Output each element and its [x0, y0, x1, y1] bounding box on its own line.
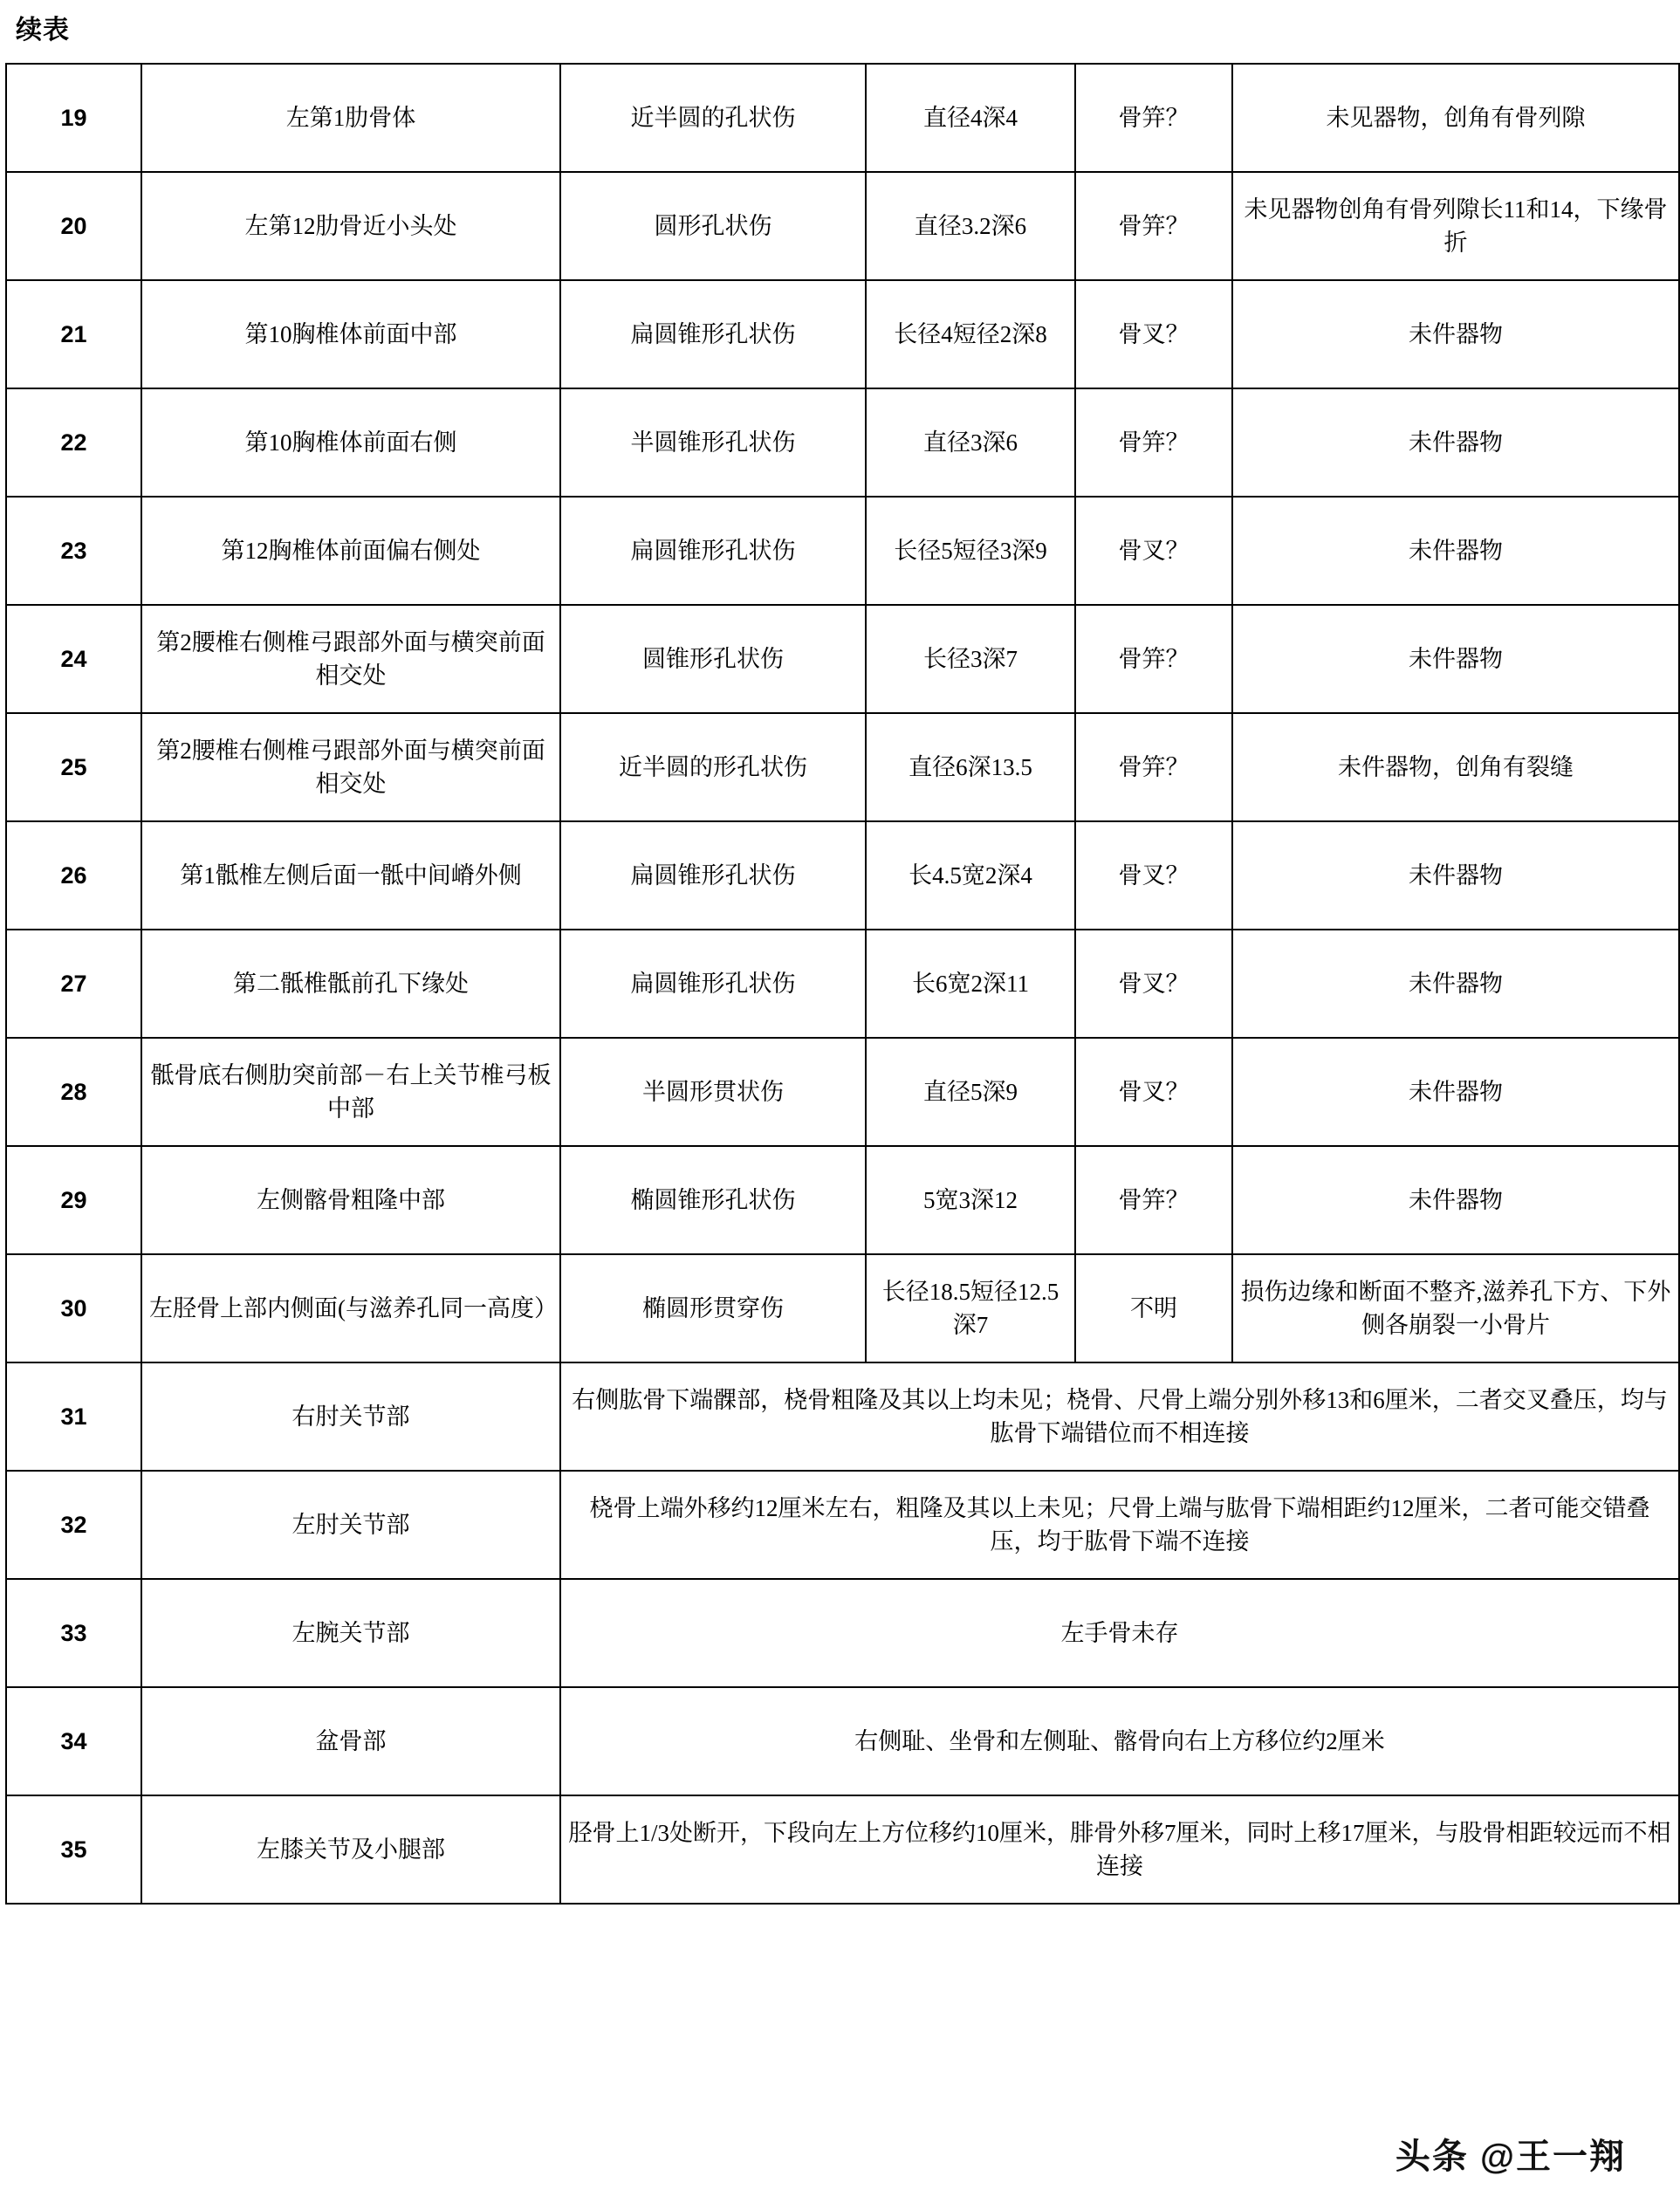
table-row [6, 930, 1679, 1038]
remarks-cell: 损伤边缘和断面不整齐,滋养孔下方、下外侧各崩裂一小骨片 [1232, 1254, 1679, 1362]
causing-instrument-cell: 骨笄？ [1075, 1146, 1232, 1254]
row-number-cell: 22 [6, 388, 141, 497]
remarks-cell: 未见器物，创角有骨列隙 [1232, 64, 1679, 172]
injury-site-cell: 左胫骨上部内侧面(与滋养孔同一高度） [141, 1254, 560, 1362]
wound-size-cell: 长径3深7 [866, 605, 1075, 713]
injury-description-cell: 右侧肱骨下端髁部，桡骨粗隆及其以上均未见；桡骨、尺骨上端分别外移13和6厘米，二者交叉叠压，均与肱骨下端错位而不相连接 [560, 1362, 1679, 1471]
wound-shape-cell: 圆形孔状伤 [560, 172, 866, 280]
remarks-cell: 未件器物 [1232, 388, 1679, 497]
remarks-cell: 未件器物 [1232, 1146, 1679, 1254]
injury-site-cell: 右肘关节部 [141, 1362, 560, 1471]
row-number-cell: 27 [6, 930, 141, 1038]
injury-site-cell: 左腕关节部 [141, 1579, 560, 1687]
causing-instrument-cell: 不明 [1075, 1254, 1232, 1362]
table-row [6, 280, 1679, 388]
injury-site-cell: 左肘关节部 [141, 1471, 560, 1579]
causing-instrument-cell: 骨笄？ [1075, 713, 1232, 821]
injury-description-cell: 胫骨上1/3处断开，下段向左上方位移约10厘米，腓骨外移7厘米，同时上移17厘米，与股骨相距较远而不相连接 [560, 1795, 1679, 1904]
remarks-cell: 未件器物 [1232, 280, 1679, 388]
row-number-cell: 33 [6, 1579, 141, 1687]
injury-description-cell: 桡骨上端外移约12厘米左右，粗隆及其以上未见；尺骨上端与肱骨下端相距约12厘米，二者可能交错叠压，均于肱骨下端不连接 [560, 1471, 1679, 1579]
injury-site-cell: 左膝关节及小腿部 [141, 1795, 560, 1904]
table-row [6, 821, 1679, 930]
row-number-cell: 34 [6, 1687, 141, 1795]
table-row [6, 388, 1679, 497]
wound-shape-cell: 椭圆形贯穿伤 [560, 1254, 866, 1362]
injury-site-cell: 左侧髂骨粗隆中部 [141, 1146, 560, 1254]
table-row [6, 1579, 1679, 1687]
table-body [6, 64, 1679, 1904]
injury-description-cell: 左手骨未存 [560, 1579, 1679, 1687]
row-number-cell: 24 [6, 605, 141, 713]
causing-instrument-cell: 骨叉？ [1075, 930, 1232, 1038]
wound-shape-cell: 扁圆锥形孔状伤 [560, 930, 866, 1038]
wound-size-cell: 直径5深9 [866, 1038, 1075, 1146]
causing-instrument-cell: 骨笄？ [1075, 64, 1232, 172]
injury-site-cell: 第1骶椎左侧后面一骶中间嵴外侧 [141, 821, 560, 930]
table-row [6, 172, 1679, 280]
injury-site-cell: 第10胸椎体前面中部 [141, 280, 560, 388]
wound-size-cell: 长径4短径2深8 [866, 280, 1075, 388]
row-number-cell: 23 [6, 497, 141, 605]
row-number-cell: 35 [6, 1795, 141, 1904]
wound-size-cell: 长径18.5短径12.5深7 [866, 1254, 1075, 1362]
table-row [6, 713, 1679, 821]
row-number-cell: 28 [6, 1038, 141, 1146]
table-row [6, 1254, 1679, 1362]
table-row [6, 64, 1679, 172]
causing-instrument-cell: 骨笄？ [1075, 605, 1232, 713]
wound-size-cell: 长4.5宽2深4 [866, 821, 1075, 930]
causing-instrument-cell: 骨笄？ [1075, 172, 1232, 280]
wound-size-cell: 直径3深6 [866, 388, 1075, 497]
wound-shape-cell: 扁圆锥形孔状伤 [560, 821, 866, 930]
wound-shape-cell: 圆锥形孔状伤 [560, 605, 866, 713]
row-number-cell: 19 [6, 64, 141, 172]
row-number-cell: 30 [6, 1254, 141, 1362]
table-row [6, 1038, 1679, 1146]
wound-size-cell: 长6宽2深11 [866, 930, 1075, 1038]
wound-size-cell: 长径5短径3深9 [866, 497, 1075, 605]
table-row [6, 1795, 1679, 1904]
injury-site-cell: 第二骶椎骶前孔下缘处 [141, 930, 560, 1038]
injury-site-cell: 第12胸椎体前面偏右侧处 [141, 497, 560, 605]
causing-instrument-cell: 骨叉？ [1075, 497, 1232, 605]
causing-instrument-cell: 骨叉？ [1075, 821, 1232, 930]
injury-site-cell: 骶骨底右侧肋突前部－右上关节椎弓板中部 [141, 1038, 560, 1146]
row-number-cell: 20 [6, 172, 141, 280]
wound-size-cell: 直径3.2深6 [866, 172, 1075, 280]
row-number-cell: 25 [6, 713, 141, 821]
table-row [6, 497, 1679, 605]
causing-instrument-cell: 骨笄？ [1075, 388, 1232, 497]
table-row [6, 1687, 1679, 1795]
injury-record-table [5, 63, 1680, 1905]
table-row [6, 1362, 1679, 1471]
wound-size-cell: 直径6深13.5 [866, 713, 1075, 821]
injury-site-cell: 第10胸椎体前面右侧 [141, 388, 560, 497]
row-number-cell: 21 [6, 280, 141, 388]
remarks-cell: 未件器物 [1232, 605, 1679, 713]
wound-shape-cell: 半圆锥形孔状伤 [560, 388, 866, 497]
row-number-cell: 32 [6, 1471, 141, 1579]
table-row [6, 1471, 1679, 1579]
causing-instrument-cell: 骨叉？ [1075, 1038, 1232, 1146]
wound-size-cell: 直径4深4 [866, 64, 1075, 172]
table-row [6, 1146, 1679, 1254]
remarks-cell: 未件器物 [1232, 1038, 1679, 1146]
causing-instrument-cell: 骨叉？ [1075, 280, 1232, 388]
remarks-cell: 未件器物 [1232, 821, 1679, 930]
row-number-cell: 26 [6, 821, 141, 930]
table-row [6, 605, 1679, 713]
injury-site-cell: 第2腰椎右侧椎弓跟部外面与横突前面相交处 [141, 605, 560, 713]
wound-shape-cell: 近半圆的形孔状伤 [560, 713, 866, 821]
remarks-cell: 未见器物创角有骨列隙长11和14，下缘骨折 [1232, 172, 1679, 280]
wound-shape-cell: 椭圆锥形孔状伤 [560, 1146, 866, 1254]
row-number-cell: 31 [6, 1362, 141, 1471]
wound-shape-cell: 扁圆锥形孔状伤 [560, 280, 866, 388]
continued-table-label: 续表 [16, 16, 70, 45]
wound-shape-cell: 半圆形贯状伤 [560, 1038, 866, 1146]
wound-size-cell: 5宽3深12 [866, 1146, 1075, 1254]
injury-site-cell: 左第1肋骨体 [141, 64, 560, 172]
injury-site-cell: 左第12肋骨近小头处 [141, 172, 560, 280]
watermark: 头条 @王一翔 [1395, 2138, 1626, 2176]
row-number-cell: 29 [6, 1146, 141, 1254]
injury-site-cell: 盆骨部 [141, 1687, 560, 1795]
injury-site-cell: 第2腰椎右侧椎弓跟部外面与横突前面相交处 [141, 713, 560, 821]
remarks-cell: 未件器物，创角有裂缝 [1232, 713, 1679, 821]
wound-shape-cell: 扁圆锥形孔状伤 [560, 497, 866, 605]
remarks-cell: 未件器物 [1232, 497, 1679, 605]
remarks-cell: 未件器物 [1232, 930, 1679, 1038]
injury-description-cell: 右侧耻、坐骨和左侧耻、髂骨向右上方移位约2厘米 [560, 1687, 1679, 1795]
wound-shape-cell: 近半圆的孔状伤 [560, 64, 866, 172]
